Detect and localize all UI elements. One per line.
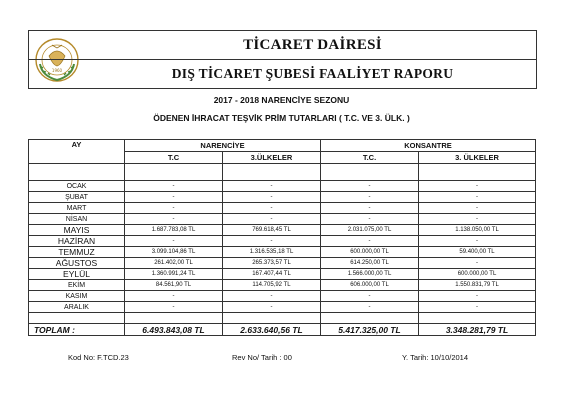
value-cell: 1.138.050,00 TL	[419, 225, 536, 236]
total-konsantre-tc: 5.417.325,00 TL	[321, 324, 419, 336]
table-row	[29, 181, 536, 192]
month-cell: ARALIK	[29, 302, 125, 313]
value-cell: -	[321, 203, 419, 214]
table-header-row	[29, 140, 536, 152]
month-cell: EKİM	[29, 280, 125, 291]
value-cell: -	[125, 291, 223, 302]
value-cell: 1.316.535,18 TL	[223, 247, 321, 258]
season-title: 2017 - 2018 NARENCİYE SEZONU	[213, 95, 350, 105]
value-cell: -	[125, 203, 223, 214]
value-cell: 600.000,00 TL	[321, 247, 419, 258]
header-subtitle: DIŞ TİCARET ŞUBESİ FAALİYET RAPORU	[171, 66, 454, 81]
value-cell: -	[223, 302, 321, 313]
value-cell: -	[419, 192, 536, 203]
value-cell: -	[223, 203, 321, 214]
month-cell: HAZİRAN	[29, 236, 125, 247]
value-cell: -	[419, 258, 536, 269]
table-row	[29, 225, 536, 236]
month-cell: OCAK	[29, 181, 125, 192]
value-cell: -	[223, 236, 321, 247]
header-title: TİCARET DAİRESİ	[243, 36, 382, 53]
value-cell: -	[321, 302, 419, 313]
table-total-row	[29, 324, 536, 336]
group-header-konsantre: KONSANTRE	[321, 140, 536, 152]
month-cell: KASIM	[29, 291, 125, 302]
header-row-subtitle	[29, 60, 536, 88]
col-narenciye-3: 3.ÜLKELER	[223, 152, 321, 164]
value-cell: 114.705,92 TL	[223, 280, 321, 291]
value-cell: 2.031.075,00 TL	[321, 225, 419, 236]
table-row	[29, 258, 536, 269]
col-narenciye-tc: T.C	[125, 152, 223, 164]
total-konsantre-3: 3.348.281,79 TL	[419, 324, 536, 336]
month-cell: TEMMUZ	[29, 247, 125, 258]
value-cell: -	[125, 302, 223, 313]
value-cell: -	[321, 181, 419, 192]
col-konsantre-tc: T.C.	[321, 152, 419, 164]
header-row-title	[29, 31, 536, 60]
value-cell: 614.250,00 TL	[321, 258, 419, 269]
table-row	[29, 203, 536, 214]
footer-code: Kod No: F.TCD.23	[68, 353, 129, 362]
value-cell: 1.550.831,79 TL	[419, 280, 536, 291]
value-cell: -	[419, 302, 536, 313]
value-cell: -	[321, 214, 419, 225]
table-row	[29, 214, 536, 225]
table-row	[29, 291, 536, 302]
total-narenciye-3: 2.633.640,56 TL	[223, 324, 321, 336]
table-row	[29, 236, 536, 247]
value-cell: 3.099.104,86 TL	[125, 247, 223, 258]
month-cell: MART	[29, 203, 125, 214]
value-cell: -	[223, 181, 321, 192]
value-cell: -	[419, 214, 536, 225]
month-cell: AĞUSTOS	[29, 258, 125, 269]
value-cell: -	[223, 291, 321, 302]
value-cell: 600.000,00 TL	[419, 269, 536, 280]
svg-text:1960: 1960	[51, 67, 63, 73]
footer-revision: Rev No/ Tarih : 00	[232, 353, 292, 362]
table-row	[29, 192, 536, 203]
col-konsantre-3: 3. ÜLKELER	[419, 152, 536, 164]
value-cell: -	[321, 236, 419, 247]
value-cell: -	[125, 192, 223, 203]
table-blank-row	[29, 313, 536, 324]
value-cell: -	[125, 236, 223, 247]
value-cell: -	[321, 291, 419, 302]
report-subtitle: ÖDENEN İHRACAT TEŞVİK PRİM TUTARLARI ( T.C. VE 3. ÜLK. )	[153, 113, 410, 123]
value-cell: 1.360.991,24 TL	[125, 269, 223, 280]
table-row	[29, 269, 536, 280]
table-spacer-row	[29, 164, 536, 181]
incentive-table	[28, 139, 536, 336]
value-cell: 265.373,57 TL	[223, 258, 321, 269]
table-row	[29, 302, 536, 313]
value-cell: -	[419, 236, 536, 247]
value-cell: -	[419, 203, 536, 214]
report-header	[28, 30, 537, 89]
month-cell: NİSAN	[29, 214, 125, 225]
month-cell: ŞUBAT	[29, 192, 125, 203]
value-cell: -	[223, 192, 321, 203]
value-cell: -	[419, 181, 536, 192]
value-cell: -	[125, 181, 223, 192]
total-narenciye-tc: 6.493.843,08 TL	[125, 324, 223, 336]
value-cell: -	[321, 192, 419, 203]
value-cell: -	[223, 214, 321, 225]
value-cell: -	[125, 214, 223, 225]
value-cell: 606.000,00 TL	[321, 280, 419, 291]
col-month-header: AY	[29, 140, 125, 164]
total-label: TOPLAM :	[29, 324, 125, 336]
value-cell: 167.407,44 TL	[223, 269, 321, 280]
footer-date: Y. Tarih: 10/10/2014	[402, 353, 469, 362]
value-cell: 59.400,00 TL	[419, 247, 536, 258]
month-cell: EYLÜL	[29, 269, 125, 280]
value-cell: 1.687.783,08 TL	[125, 225, 223, 236]
table-row	[29, 280, 536, 291]
table-row	[29, 247, 536, 258]
value-cell: 84.561,90 TL	[125, 280, 223, 291]
value-cell: 1.566.000,00 TL	[321, 269, 419, 280]
value-cell: 261.402,00 TL	[125, 258, 223, 269]
value-cell: -	[419, 291, 536, 302]
group-header-narenciye: NARENCİYE	[125, 140, 321, 152]
month-cell: MAYIS	[29, 225, 125, 236]
value-cell: 769.618,45 TL	[223, 225, 321, 236]
